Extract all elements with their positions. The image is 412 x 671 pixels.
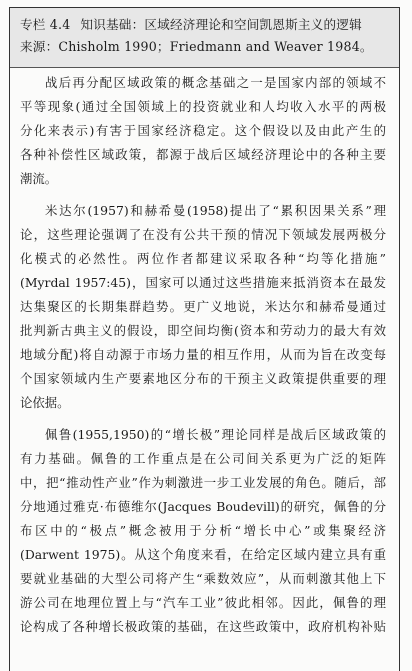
text-line: 中，把“推动性产业”作为刺激进一步工业发展的角色。随后，部 — [20, 475, 386, 490]
text-line: 各种补偿性区域政策，都源于战后区域经济理论中的各种主要 — [20, 147, 386, 162]
box-body — [10, 71, 399, 645]
text-line: 批判新古典主义的假设，即空间均衡(资本和劳动力的最大有效 — [20, 323, 386, 338]
text-line: 游公司在地理位置上与“汽车工业”彼此相邻。因此，佩鲁的理 — [20, 595, 386, 610]
box-header — [10, 8, 399, 68]
text-line: 个国家领域内生产要素地区分布的干预主义政策提供重要的理 — [20, 371, 386, 386]
text-line: 布区中的“极点”概念被用于分析“增长中心”或集聚经济 — [20, 523, 386, 538]
text-line: (Myrdal 1957:45)，国家可以通过这些措施来抵消资本在最发 — [20, 275, 386, 290]
box-header-line-1 — [20, 14, 389, 36]
box-title: 知识基础：区域经济理论和空间凯恩斯主义的逻辑 — [80, 17, 362, 32]
sidebar-box-4-4 — [9, 7, 400, 671]
text-line: 要就业基础的大型公司将产生“乘数效应”，从而刺激其他上下 — [20, 571, 386, 586]
paragraph-3 — [20, 423, 386, 637]
text-line: (Darwent 1975)。从这个角度来看，在给定区域内建立具有重 — [20, 547, 386, 562]
box-source: 来源：Chisholm 1990；Friedmann and Weaver 1984。 — [20, 39, 373, 54]
text-line: 战后再分配区域政策的概念基础之一是国家内部的领域不 — [45, 75, 386, 90]
text-line: 分化来表示)有害于国家经济稳定。这个假设以及由此产生的 — [20, 123, 386, 138]
text-line: 有力基础。佩鲁的工作重点是在公司间关系更为广泛的矩阵 — [20, 451, 386, 466]
text-line: 化模式的必然性。两位作者都建议采取各种“均等化措施” — [20, 251, 386, 266]
text-line: 潮流。 — [20, 171, 58, 186]
text-line: 达集聚区的长期集群趋势。更广义地说，米达尔和赫希曼通过 — [20, 299, 386, 314]
text-line: 米达尔(1957)和赫希曼(1958)提出了“累积因果关系”理 — [45, 203, 386, 218]
text-line: 地域分配)将自动源于市场力量的相互作用，从而为旨在改变每 — [20, 347, 386, 362]
text-line: 平等现象(通过全国领域上的投资就业和人均收入水平的两极 — [20, 99, 386, 114]
text-line: 论构成了各种增长极政策的基础，在这些政策中，政府机构补贴 — [20, 619, 386, 634]
paragraph-2 — [20, 199, 386, 415]
text-line: 佩鲁(1955,1950)的“增长极”理论同样是战后区域政策的 — [45, 427, 386, 442]
box-tag: 专栏 4.4 — [20, 17, 71, 32]
text-line: 论，这些理论强调了在没有公共干预的情况下领域发展两极分 — [20, 227, 386, 242]
text-line: 分地通过雅克·布德维尔(Jacques Boudevill)的研究，佩鲁的分 — [20, 499, 386, 514]
text-line: 论依据。 — [20, 395, 70, 410]
paragraph-1 — [20, 71, 386, 191]
